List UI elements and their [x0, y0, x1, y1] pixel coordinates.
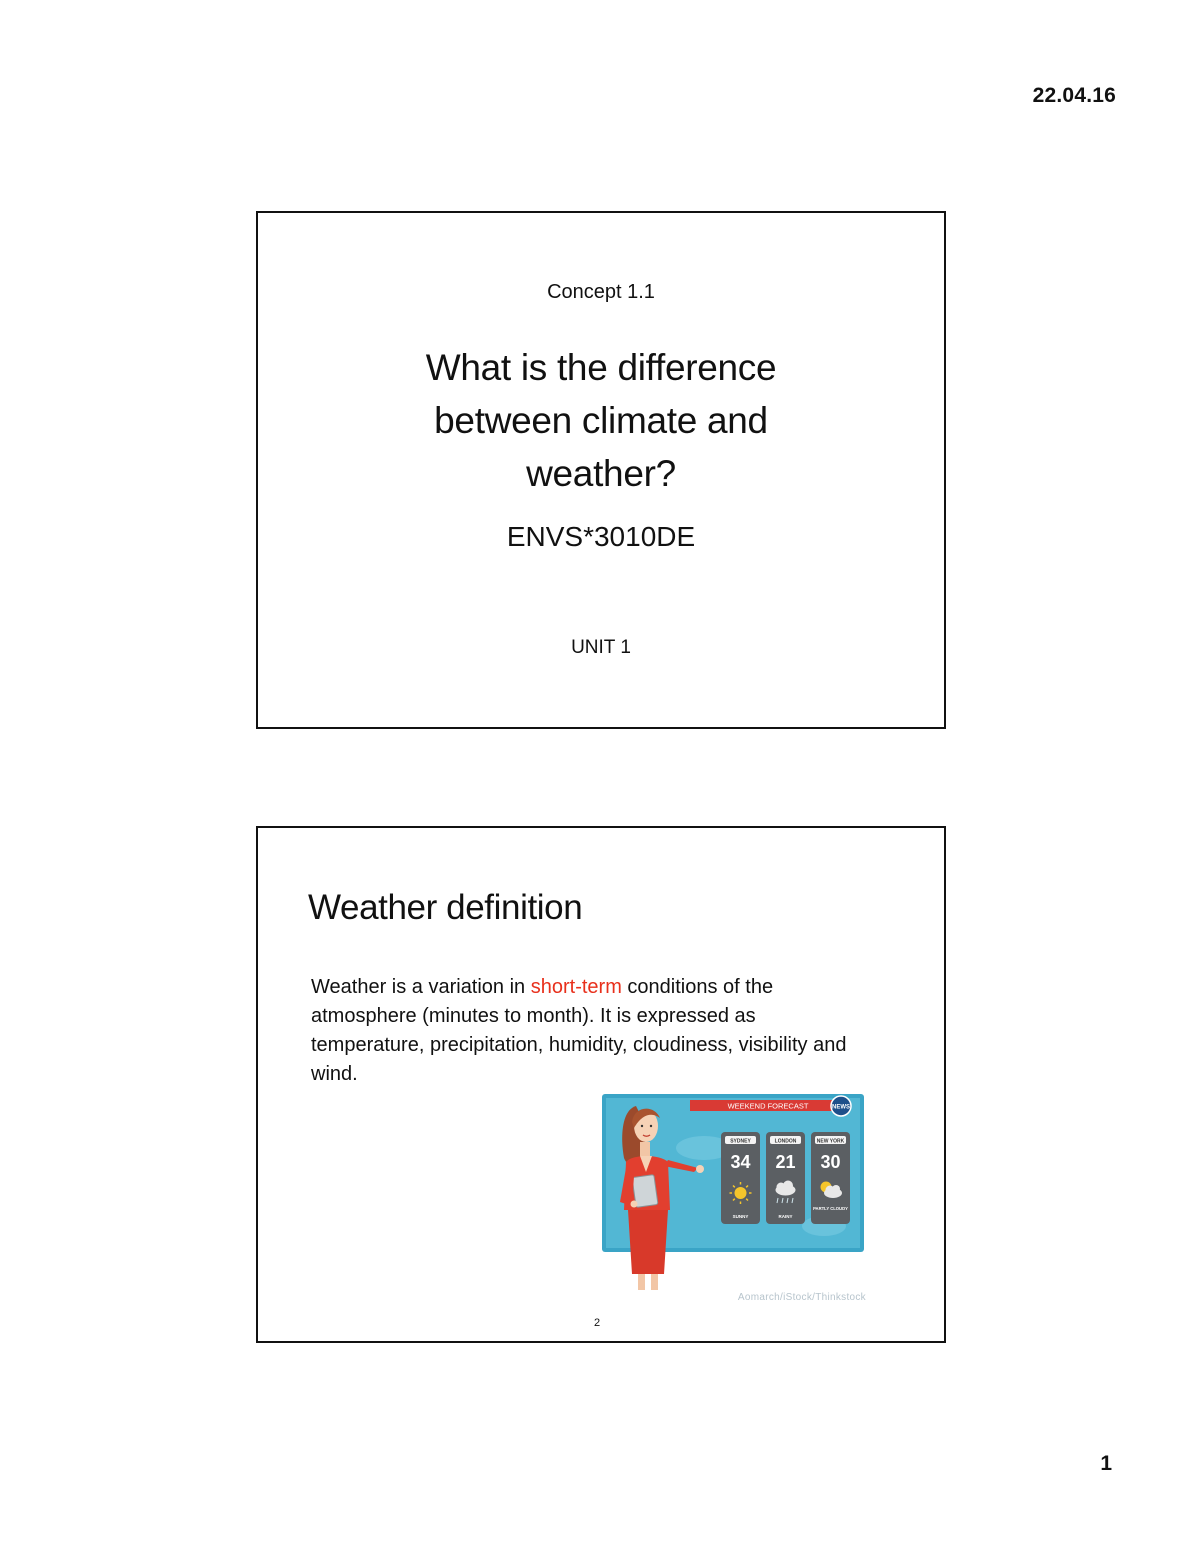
slide-2 [256, 826, 946, 1343]
definition-text: Weather is a variation in [311, 976, 531, 998]
title-line: What is the difference [425, 347, 777, 388]
city-condition: RAINY [778, 1214, 793, 1219]
banner-text: WEEKEND FORECAST [727, 1101, 809, 1111]
city-temp: 21 [775, 1152, 796, 1172]
weather-presenter-illustration [594, 1076, 876, 1292]
page-number: 1 [1100, 1452, 1112, 1475]
city-name: SYDNEY [730, 1138, 751, 1145]
city-panel-new-york [811, 1132, 850, 1224]
course-code: ENVS*3010DE [506, 521, 696, 552]
definition-title: Weather definition [308, 888, 583, 927]
highlighted-term: short-term [530, 976, 622, 998]
slide-title [258, 341, 944, 500]
city-panel-london [766, 1132, 805, 1224]
page-date: 22.04.16 [1032, 84, 1116, 107]
image-credit: Aomarch/iStock/Thinkstock [737, 1292, 866, 1303]
city-condition: PARTLY CLOUDY [813, 1206, 848, 1211]
city-temp: 30 [820, 1152, 841, 1172]
slide-number: 2 [594, 1317, 601, 1329]
title-line: weather? [526, 453, 676, 494]
city-name: NEW YORK [816, 1138, 845, 1145]
city-temp: 34 [730, 1152, 751, 1172]
news-badge-text: NEWS [832, 1104, 850, 1111]
title-line: between climate and [434, 400, 768, 441]
definition-text: conditions of the atmosphere (minutes to month). It is expressed as temperature, precipitation, humidity, cloudiness, visibility and wind. [311, 976, 847, 1085]
city-panel-sydney [721, 1132, 760, 1224]
city-condition: SUNNY [732, 1214, 749, 1219]
concept-label: Concept 1.1 [547, 281, 655, 303]
slide-1 [256, 211, 946, 729]
unit-label: UNIT 1 [571, 637, 631, 658]
definition-body [311, 973, 871, 1089]
city-name: LONDON [774, 1138, 797, 1145]
